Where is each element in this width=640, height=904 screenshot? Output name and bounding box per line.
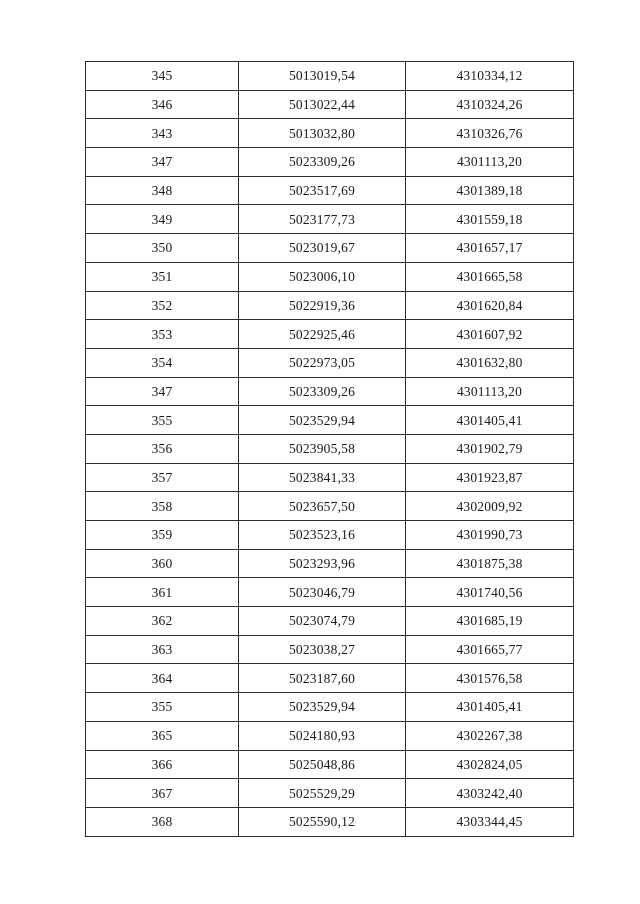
table-row — [86, 62, 574, 91]
y-coordinate-cell: 4301990,73 — [406, 521, 574, 550]
y-coordinate-cell: 4301113,20 — [406, 148, 574, 177]
point-number-cell: 366 — [86, 750, 239, 779]
point-number-cell: 346 — [86, 90, 239, 119]
y-coordinate-cell: 4301576,58 — [406, 664, 574, 693]
point-number-cell: 347 — [86, 377, 239, 406]
point-number-cell: 363 — [86, 635, 239, 664]
x-coordinate-cell: 5023657,50 — [239, 492, 406, 521]
x-coordinate-cell: 5023006,10 — [239, 262, 406, 291]
table-row — [86, 377, 574, 406]
table-row — [86, 320, 574, 349]
x-coordinate-cell: 5024180,93 — [239, 721, 406, 750]
point-number-cell: 364 — [86, 664, 239, 693]
y-coordinate-cell: 4301389,18 — [406, 176, 574, 205]
x-coordinate-cell: 5022925,46 — [239, 320, 406, 349]
y-coordinate-cell: 4301405,41 — [406, 406, 574, 435]
x-coordinate-cell: 5022973,05 — [239, 348, 406, 377]
x-coordinate-cell: 5023529,94 — [239, 693, 406, 722]
y-coordinate-cell: 4301902,79 — [406, 434, 574, 463]
point-number-cell: 355 — [86, 406, 239, 435]
table-row — [86, 693, 574, 722]
point-number-cell: 353 — [86, 320, 239, 349]
y-coordinate-cell: 4301405,41 — [406, 693, 574, 722]
table-row — [86, 119, 574, 148]
table-row — [86, 90, 574, 119]
y-coordinate-cell: 4301620,84 — [406, 291, 574, 320]
table-row — [86, 521, 574, 550]
point-number-cell: 350 — [86, 234, 239, 263]
x-coordinate-cell: 5023309,26 — [239, 377, 406, 406]
point-number-cell: 356 — [86, 434, 239, 463]
point-number-cell: 358 — [86, 492, 239, 521]
table-row — [86, 750, 574, 779]
x-coordinate-cell: 5025048,86 — [239, 750, 406, 779]
y-coordinate-cell: 4301607,92 — [406, 320, 574, 349]
coordinates-table — [85, 61, 574, 837]
x-coordinate-cell: 5013032,80 — [239, 119, 406, 148]
table-row — [86, 779, 574, 808]
point-number-cell: 368 — [86, 807, 239, 836]
table-row — [86, 635, 574, 664]
table-row — [86, 463, 574, 492]
table-row — [86, 205, 574, 234]
y-coordinate-cell: 4301740,56 — [406, 578, 574, 607]
x-coordinate-cell: 5025590,12 — [239, 807, 406, 836]
point-number-cell: 352 — [86, 291, 239, 320]
table-row — [86, 406, 574, 435]
y-coordinate-cell: 4301875,38 — [406, 549, 574, 578]
y-coordinate-cell: 4310334,12 — [406, 62, 574, 91]
table-row — [86, 549, 574, 578]
table-row — [86, 607, 574, 636]
table-row — [86, 291, 574, 320]
point-number-cell: 348 — [86, 176, 239, 205]
point-number-cell: 365 — [86, 721, 239, 750]
x-coordinate-cell: 5023187,60 — [239, 664, 406, 693]
x-coordinate-cell: 5023529,94 — [239, 406, 406, 435]
table-row — [86, 807, 574, 836]
table-row — [86, 664, 574, 693]
y-coordinate-cell: 4301113,20 — [406, 377, 574, 406]
point-number-cell: 343 — [86, 119, 239, 148]
table-row — [86, 434, 574, 463]
x-coordinate-cell: 5023517,69 — [239, 176, 406, 205]
table-row — [86, 262, 574, 291]
point-number-cell: 354 — [86, 348, 239, 377]
y-coordinate-cell: 4310326,76 — [406, 119, 574, 148]
y-coordinate-cell: 4303344,45 — [406, 807, 574, 836]
x-coordinate-cell: 5025529,29 — [239, 779, 406, 808]
x-coordinate-cell: 5013022,44 — [239, 90, 406, 119]
x-coordinate-cell: 5023841,33 — [239, 463, 406, 492]
y-coordinate-cell: 4310324,26 — [406, 90, 574, 119]
coordinates-table-body — [86, 62, 574, 837]
x-coordinate-cell: 5023038,27 — [239, 635, 406, 664]
point-number-cell: 347 — [86, 148, 239, 177]
y-coordinate-cell: 4302009,92 — [406, 492, 574, 521]
y-coordinate-cell: 4301923,87 — [406, 463, 574, 492]
y-coordinate-cell: 4301657,17 — [406, 234, 574, 263]
x-coordinate-cell: 5023177,73 — [239, 205, 406, 234]
x-coordinate-cell: 5023523,16 — [239, 521, 406, 550]
y-coordinate-cell: 4301559,18 — [406, 205, 574, 234]
x-coordinate-cell: 5023074,79 — [239, 607, 406, 636]
point-number-cell: 345 — [86, 62, 239, 91]
y-coordinate-cell: 4303242,40 — [406, 779, 574, 808]
x-coordinate-cell: 5023905,58 — [239, 434, 406, 463]
y-coordinate-cell: 4302267,38 — [406, 721, 574, 750]
x-coordinate-cell: 5013019,54 — [239, 62, 406, 91]
point-number-cell: 357 — [86, 463, 239, 492]
table-row — [86, 348, 574, 377]
x-coordinate-cell: 5023309,26 — [239, 148, 406, 177]
point-number-cell: 360 — [86, 549, 239, 578]
x-coordinate-cell: 5023046,79 — [239, 578, 406, 607]
x-coordinate-cell: 5023293,96 — [239, 549, 406, 578]
point-number-cell: 349 — [86, 205, 239, 234]
point-number-cell: 367 — [86, 779, 239, 808]
x-coordinate-cell: 5023019,67 — [239, 234, 406, 263]
table-row — [86, 176, 574, 205]
table-row — [86, 492, 574, 521]
point-number-cell: 351 — [86, 262, 239, 291]
point-number-cell: 359 — [86, 521, 239, 550]
point-number-cell: 361 — [86, 578, 239, 607]
point-number-cell: 362 — [86, 607, 239, 636]
table-row — [86, 148, 574, 177]
table-row — [86, 721, 574, 750]
y-coordinate-cell: 4301632,80 — [406, 348, 574, 377]
point-number-cell: 355 — [86, 693, 239, 722]
y-coordinate-cell: 4301665,77 — [406, 635, 574, 664]
y-coordinate-cell: 4301685,19 — [406, 607, 574, 636]
y-coordinate-cell: 4301665,58 — [406, 262, 574, 291]
table-row — [86, 578, 574, 607]
table-row — [86, 234, 574, 263]
y-coordinate-cell: 4302824,05 — [406, 750, 574, 779]
x-coordinate-cell: 5022919,36 — [239, 291, 406, 320]
